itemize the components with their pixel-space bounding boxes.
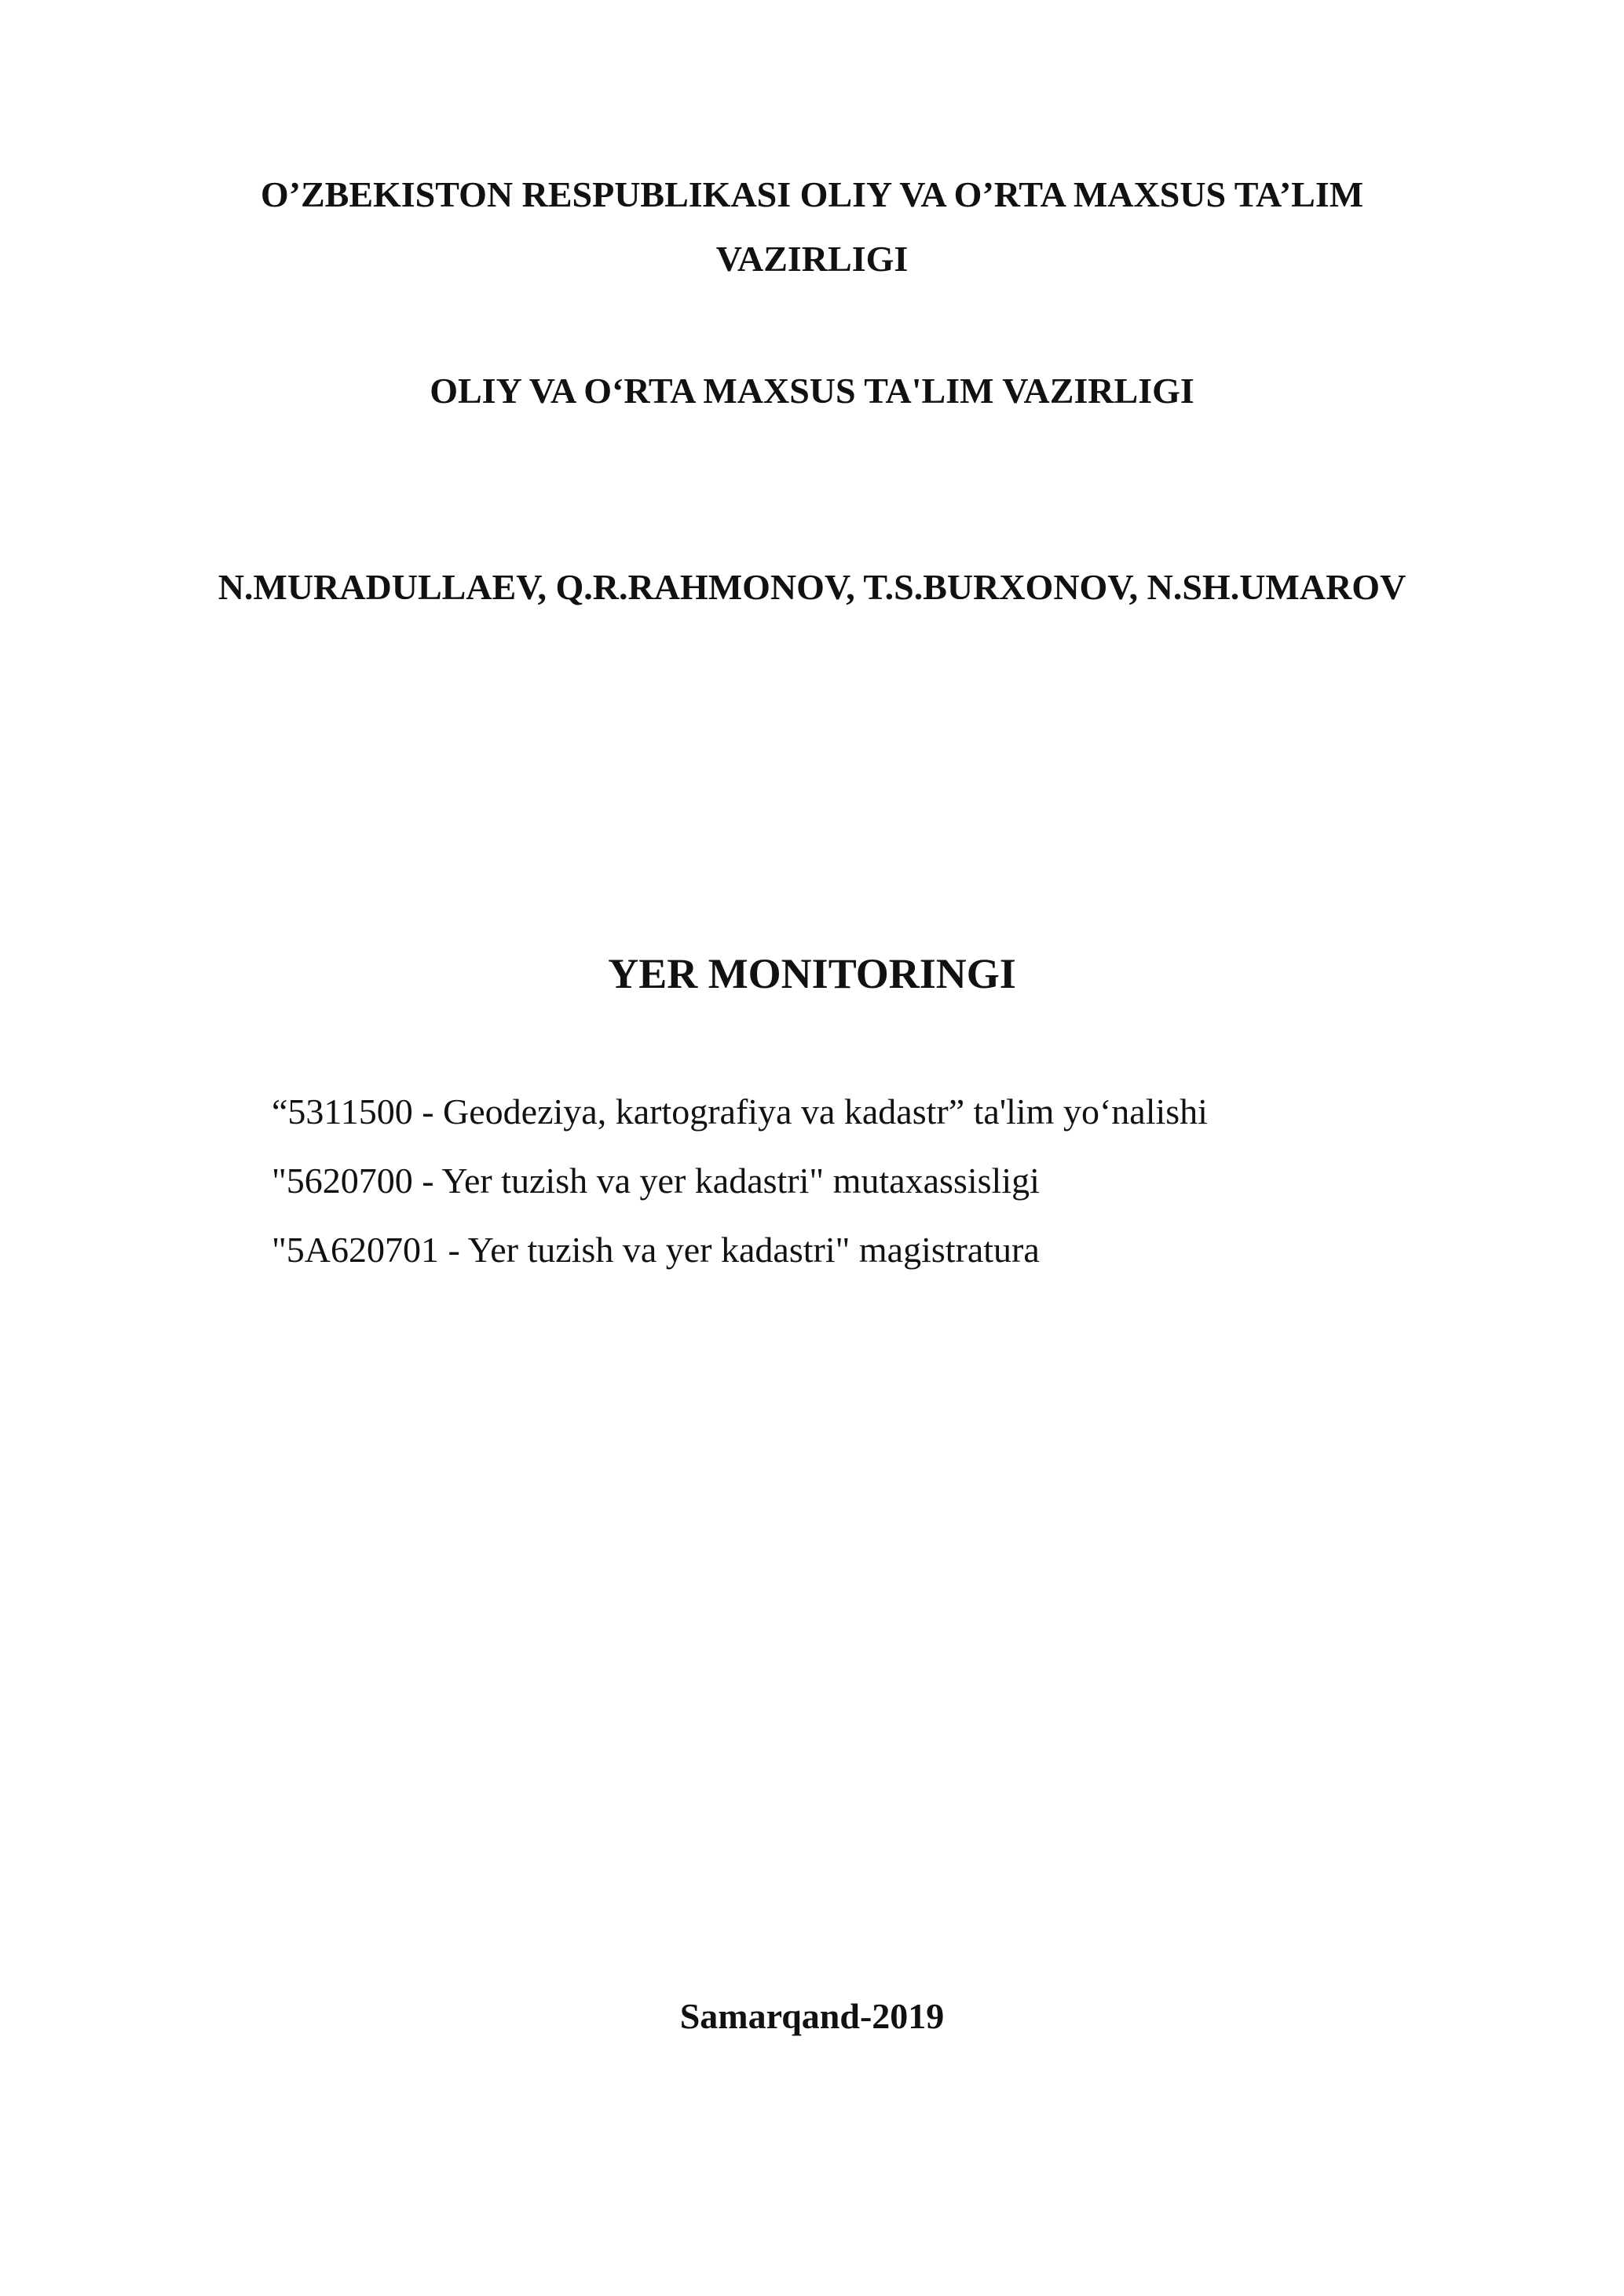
book-title: YER MONITORINGI	[608, 950, 1016, 997]
authors-line: N.MURADULLAEV, Q.R.RAHMONOV, T.S.BURXONOV, N.SH.UMAROV	[218, 567, 1406, 607]
specialty-line: "5620700 - Yer tuzish va yer kadastri" mutaxassisligi	[272, 1161, 1040, 1201]
specialty-line: “5311500 - Geodeziya, kartografiya va kadastr” ta'lim yo‘nalishi	[272, 1091, 1208, 1132]
city-year: Samarqand-2019	[679, 1996, 945, 2036]
ministry-name-repeat: OLIY VA O‘RTA MAXSUS TA'LIM VAZIRLIGI	[430, 371, 1194, 411]
specialty-line: "5A620701 - Yer tuzish va yer kadastri" magistratura	[272, 1230, 1040, 1270]
ministry-name-line-1: O’ZBEKISTON RESPUBLIKASI OLIY VA O’RTA MAXSUS TA’LIM	[260, 174, 1364, 214]
ministry-name-line-2: VAZIRLIGI	[715, 239, 909, 279]
